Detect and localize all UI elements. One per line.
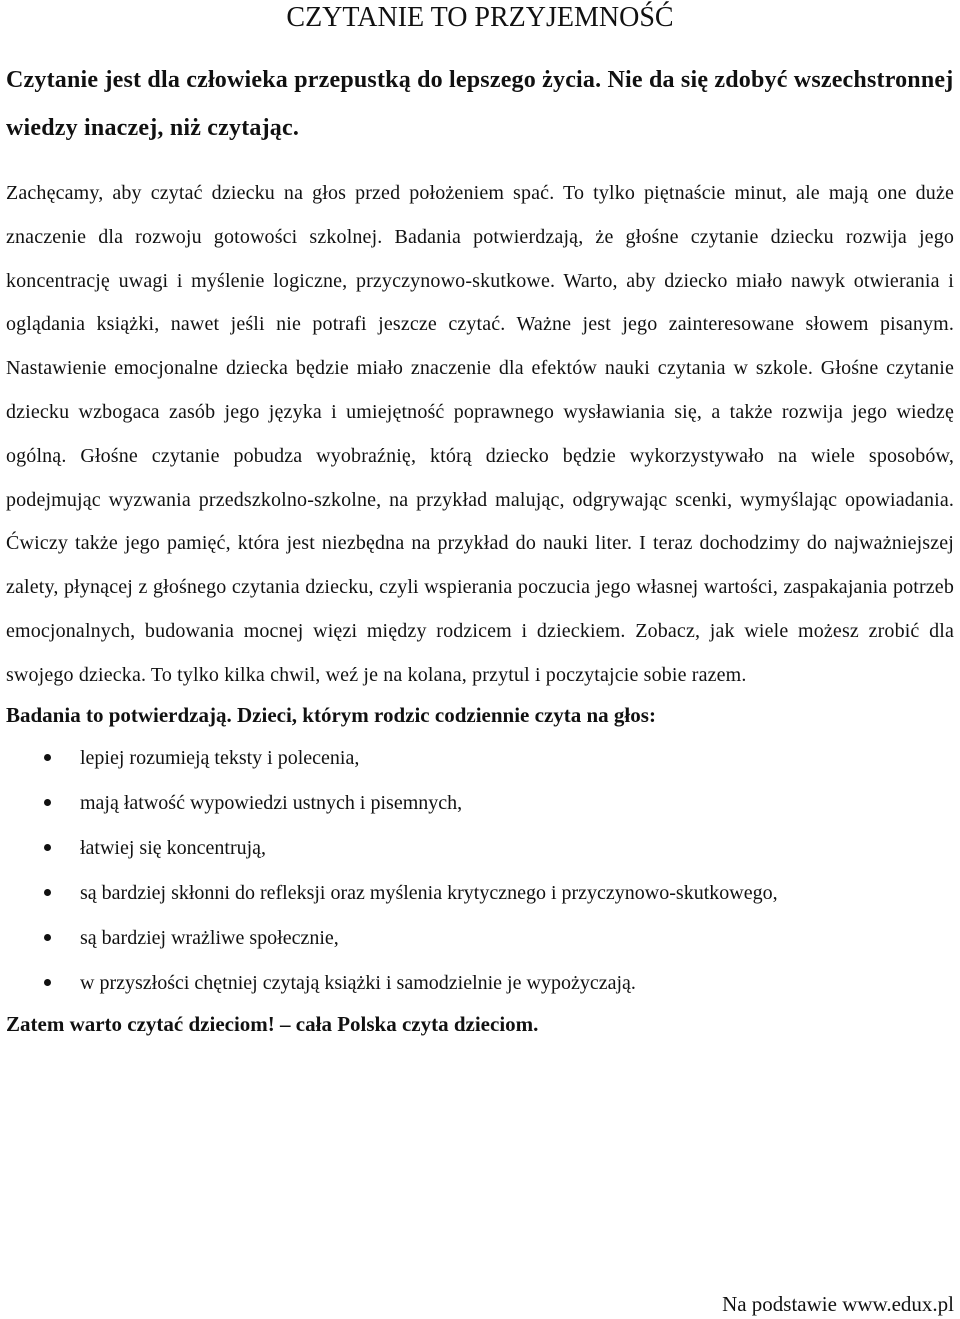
- list-item: [6, 736, 954, 780]
- list-item-text: w przyszłości chętniej czytają książki i samodzielnie je wypożyczają.: [80, 971, 636, 994]
- list-item: [6, 781, 954, 825]
- bullet-icon: [44, 979, 51, 986]
- bullet-icon: [44, 889, 51, 896]
- source-attribution: Na podstawie www.edux.pl: [722, 1292, 954, 1316]
- benefits-list: [6, 736, 954, 1005]
- list-item-text: mają łatwość wypowiedzi ustnych i pisemnych,: [80, 791, 463, 814]
- lead-paragraph: Czytanie jest dla człowieka przepustką do lepszego życia. Nie da się zdobyć wszechstronnej wiedzy inaczej, niż czytając.: [6, 67, 954, 141]
- list-heading: Badania to potwierdzają. Dzieci, którym rodzic codziennie czyta na głos:: [6, 702, 656, 727]
- list-item: [6, 961, 954, 1005]
- page-title: CZYTANIE TO PRZYJEMNOŚĆ: [286, 2, 674, 33]
- list-item-text: są bardziej skłonni do refleksji oraz myślenia krytycznego i przyczynowo-skutkowego,: [80, 881, 778, 904]
- list-item-text: łatwiej się koncentrują,: [80, 836, 267, 859]
- bullet-icon: [44, 754, 51, 761]
- closing-statement: Zatem warto czytać dzieciom! – cała Polska czyta dzieciom.: [6, 1011, 539, 1036]
- list-item-text: są bardziej wrażliwe społecznie,: [80, 926, 339, 949]
- body-paragraph: Zachęcamy, aby czytać dziecku na głos przed położeniem spać. To tylko piętnaście minut, ale mają one duże znaczenie dla rozwoju gotowości szkolnej. Badania potwierdzają, że głośne czytanie dziecku rozwija jego koncentrację uwagi i myślenie logiczne, przyczynowo-skutkowe. Warto, aby dziecko miało nawyk otwierania i oglądania książki, nawet jeśli nie potrafi jeszcze czytać. Ważne jest jego zainteresowane słowem pisanym. Nastawienie emocjonalne dziecka będzie miało znaczenie dla efektów nauki czytania w szkole. Głośne czytanie dziecku wzbogaca zasób jego języka i umiejętność poprawnego wysławiania się, a także rozwija jego wiedzę ogólną. Głośne czytanie pobudza wyobraźnię, którą dziecko będzie wykorzystywało na wiele sposobów, podejmując wyzwania przedszkolno-szkolne, na przykład malując, odgrywając scenki, wymyślając opowiadania. Ćwiczy także jego pamięć, która jest niezbędna na przykład do nauki liter. I teraz dochodzimy do najważniejszej zalety, płynącej z głośnego czytania dziecku, czyli wspierania poczucia jego własnej wartości, zaspakajania potrzeb emocjonalnych, budowania mocnej więzi między rodzicem i dzieckiem. Zobacz, jak wiele możesz zrobić dla swojego dziecka. To tylko kilka chwil, weź je na kolana, przytul i poczytajcie sobie razem.: [6, 182, 954, 686]
- bullet-icon: [44, 844, 51, 851]
- bullet-icon: [44, 934, 51, 941]
- bullet-icon: [44, 799, 51, 806]
- list-item: [6, 916, 954, 960]
- document-page: [6, 0, 954, 1039]
- list-item: [6, 826, 954, 870]
- list-item: [6, 871, 954, 915]
- list-item-text: lepiej rozumieją teksty i polecenia,: [80, 746, 360, 769]
